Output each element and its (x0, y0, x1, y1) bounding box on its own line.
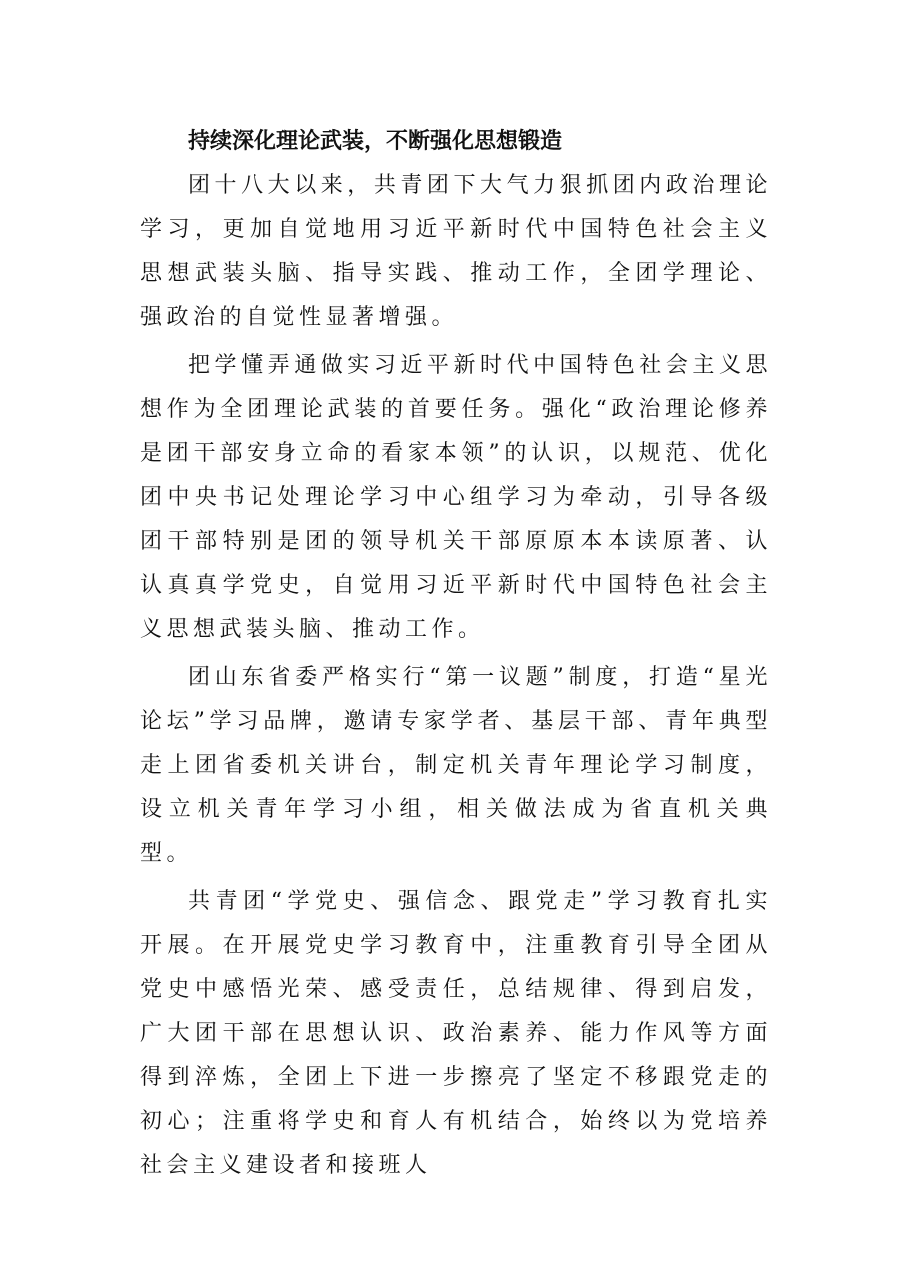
paragraph-shandong-example: 团山东省委严格实行“第一议题”制度，打造“星光论坛”学习品牌，邀请专家学者、基层干部、青年典型走上团省委机关讲台，制定机关青年理论学习制度，设立机关青年学习小组，相关做法成为省直机关典型。 (140, 665, 772, 866)
section-heading: 持续深化理论武装，不断强化思想锻造 (188, 129, 563, 154)
paragraph-theory-study: 把学懂弄通做实习近平新时代中国特色社会主义思想作为全团理论武装的首要任务。强化“政治理论修养是团干部安身立命的看家本领”的认识，以规范、优化团中央书记处理论学习中心组学习为牵动，引导各级团干部特别是团的领导机关干部原原本本读原著、认认真真学党史，自觉用习近平新时代中国特色社会主义思想武装头脑、推动工作。 (140, 353, 772, 642)
document-page (140, 120, 772, 1192)
paragraph-party-history-education: 共青团“学党史、强信念、跟党走”学习教育扎实开展。在开展党史学习教育中，注重教育引导全团从党史中感悟光荣、感受责任，总结规律、得到启发，广大团干部在思想认识、政治素养、能力作风等方面得到淬炼，全团上下进一步擦亮了坚定不移跟党走的初心；注重将学史和育人有机结合，始终以为党培养社会主义建设者和接班人 (140, 889, 772, 1178)
paragraph-intro: 团十八大以来，共青团下大气力狠抓团内政治理论学习，更加自觉地用习近平新时代中国特色社会主义思想武装头脑、指导实践、推动工作，全团学理论、强政治的自觉性显著增强。 (140, 173, 772, 330)
